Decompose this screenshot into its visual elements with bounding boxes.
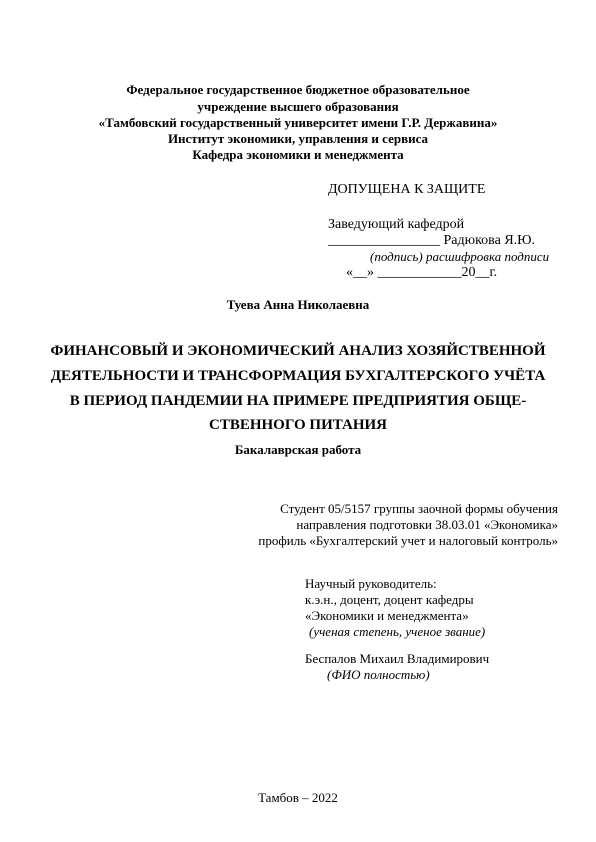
supervisor-department: «Экономики и менеджмента» — [305, 608, 469, 623]
header-line-department: Кафедра экономики и менеджмента — [192, 147, 404, 162]
supervisor-name-hint: (ФИО полностью) — [327, 667, 430, 682]
header-line-institute: Институт экономики, управления и сервиса — [167, 131, 429, 146]
supervisor-name: Беспалов Михаил Владимирович — [305, 651, 490, 666]
thesis-title-line-4: СТВЕННОГО ПИТАНИЯ — [208, 417, 388, 433]
student-profile: профиль «Бухгалтерский учет и налоговый контроль» — [258, 533, 558, 548]
supervisor-degree: к.э.н., доцент, доцент кафедры — [305, 592, 474, 607]
header-line-university: «Тамбовский государственный университет имени Г.Р. Державина» — [98, 115, 498, 130]
thesis-title-line-1: ФИНАНСОВЫЙ И ЭКОНОМИЧЕСКИЙ АНАЛИЗ ХОЗЯЙСТВЕННОЙ — [50, 343, 546, 359]
header-line-institution-type: учреждение высшего образования — [197, 99, 399, 114]
work-type: Бакалаврская работа — [234, 442, 362, 457]
supervisor-degree-hint: (ученая степень, ученое звание) — [309, 624, 486, 639]
supervisor-label: Научный руководитель: — [305, 576, 437, 591]
approval-date-line: «__» ____________20__г. — [346, 265, 498, 280]
city-year: Тамбов – 2022 — [258, 790, 338, 805]
head-of-department-label: Заведующий кафедрой — [328, 217, 465, 232]
signature-hint: (подпись) расшифровка подписи — [370, 249, 550, 264]
student-group: Студент 05/5157 группы заочной формы обучения — [280, 501, 558, 516]
head-signature-line: ________________ Радюкова Я.Ю. — [328, 233, 536, 248]
admitted-to-defense: ДОПУЩЕНА К ЗАЩИТЕ — [328, 182, 486, 197]
student-direction: направления подготовки 38.03.01 «Экономика» — [296, 517, 558, 532]
header-line-federal: Федеральное государственное бюджетное образовательное — [126, 82, 470, 97]
thesis-title-line-3: В ПЕРИОД ПАНДЕМИИ НА ПРИМЕРЕ ПРЕДПРИЯТИЯ ОБЩЕ- — [69, 393, 527, 409]
thesis-title-line-2: ДЕЯТЕЛЬНОСТИ И ТРАНСФОРМАЦИЯ БУХГАЛТЕРСКОГО УЧЁТА — [50, 368, 546, 384]
author-name: Туева Анна Николаевна — [226, 297, 370, 312]
